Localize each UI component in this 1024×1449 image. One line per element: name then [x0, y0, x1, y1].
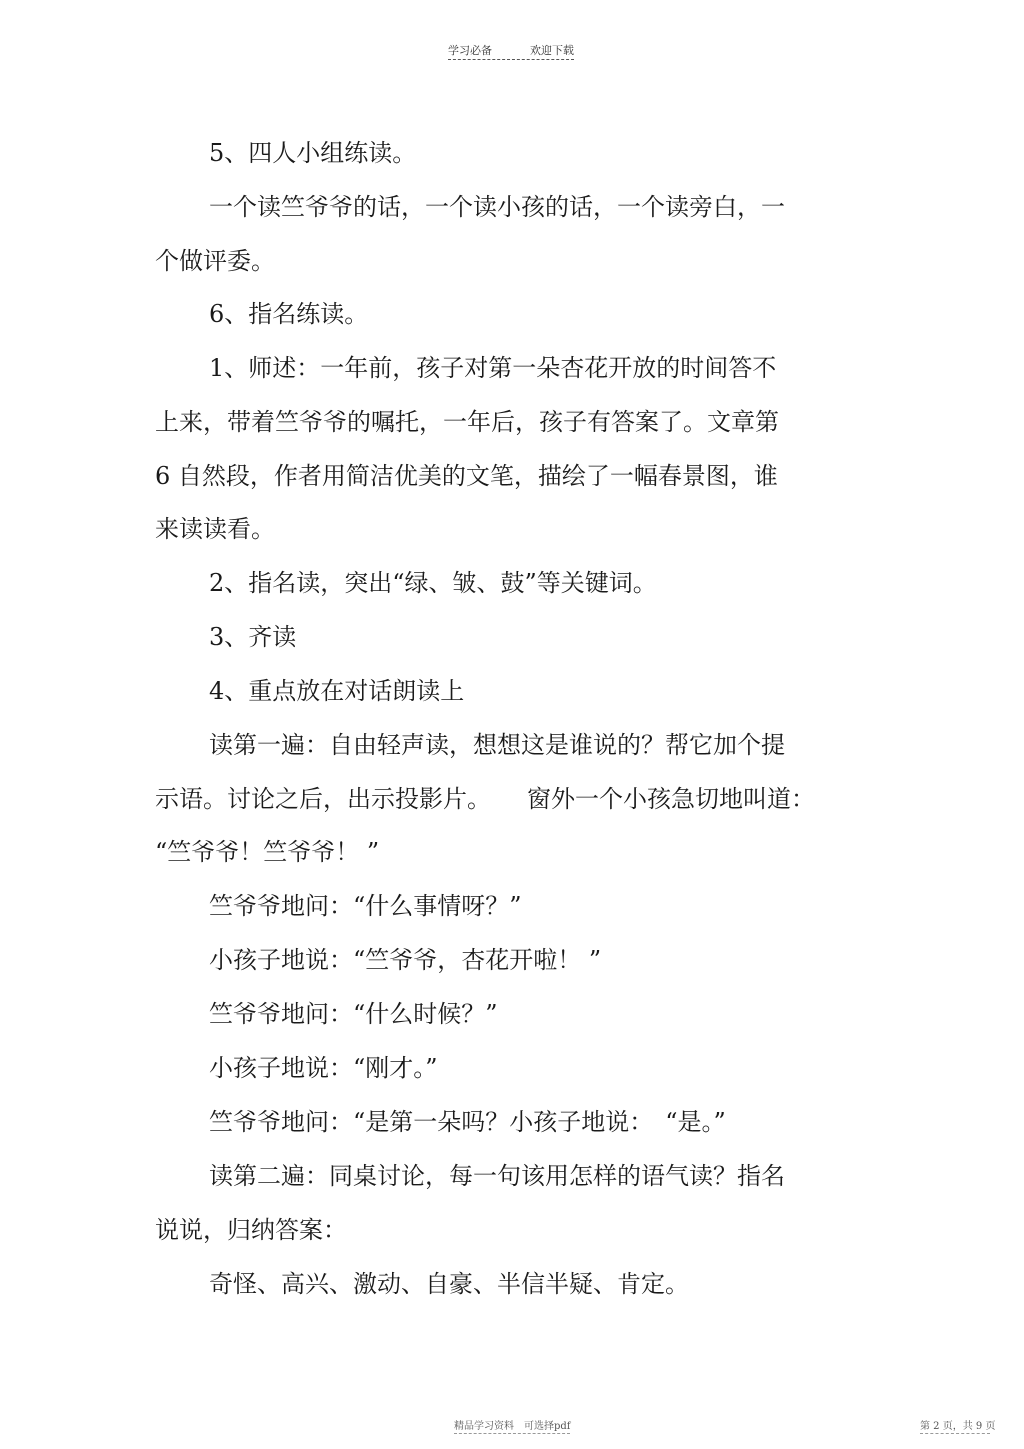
- text-line: 竺爷爷地问：“是第一朵吗？小孩子地说： “是。”: [209, 1108, 726, 1136]
- page-header: [448, 42, 574, 58]
- text-line: 奇怪、高兴、激动、自豪、半信半疑、肯定。: [209, 1270, 689, 1298]
- text-line: 2、指名读，突出“绿、皱、鼓”等关键词。: [209, 569, 657, 597]
- text-line: 6 自然段，作者用简洁优美的文笔，描绘了一幅春景图，谁: [155, 462, 778, 490]
- text-line: 来读读看。: [155, 515, 275, 543]
- text-line: 6、指名练读。: [209, 300, 369, 328]
- text-line: 1、师述：一年前，孩子对第一朵杏花开放的时间答不: [209, 354, 777, 382]
- text-line: 小孩子地说：“刚才。”: [209, 1054, 438, 1082]
- text-line: 读第一遍：自由轻声读，想想这是谁说的？帮它加个提: [209, 731, 785, 759]
- text-line: 示语。讨论之后，出示投影片。 窗外一个小孩急切地叫道：: [155, 785, 815, 813]
- text-line: 竺爷爷地问：“什么事情呀？”: [209, 892, 522, 920]
- text-line: 说说，归纳答案：: [155, 1216, 347, 1244]
- text-line: 3、齐读: [209, 623, 297, 651]
- text-line: 5、四人小组练读。: [209, 139, 417, 167]
- text-line: 竺爷爷地问：“什么时候？”: [209, 1000, 498, 1028]
- header-divider: [448, 59, 574, 60]
- footer-right-divider: [920, 1433, 990, 1434]
- text-line: 4、重点放在对话朗读上: [209, 677, 465, 705]
- header-left-text: 学习必备: [448, 44, 492, 57]
- footer-left-divider: [454, 1433, 570, 1434]
- text-line: 读第二遍：同桌讨论，每一句该用怎样的语气读？指名: [209, 1162, 785, 1190]
- header-right-text: 欢迎下载: [530, 44, 574, 57]
- text-line: 个做评委。: [155, 247, 275, 275]
- page-number: 第 2 页，共 9 页: [920, 1421, 996, 1432]
- text-line: 小孩子地说：“竺爷爷，杏花开啦！ ”: [209, 946, 602, 974]
- text-line: “竺爷爷！竺爷爷！ ”: [155, 838, 380, 866]
- text-line: 一个读竺爷爷的话，一个读小孩的话，一个读旁白，一: [209, 193, 785, 221]
- footer-left-text: 精品学习资料 可选择pdf: [454, 1421, 571, 1432]
- text-line: 上来，带着竺爷爷的嘱托，一年后，孩子有答案了。文章第: [155, 408, 779, 436]
